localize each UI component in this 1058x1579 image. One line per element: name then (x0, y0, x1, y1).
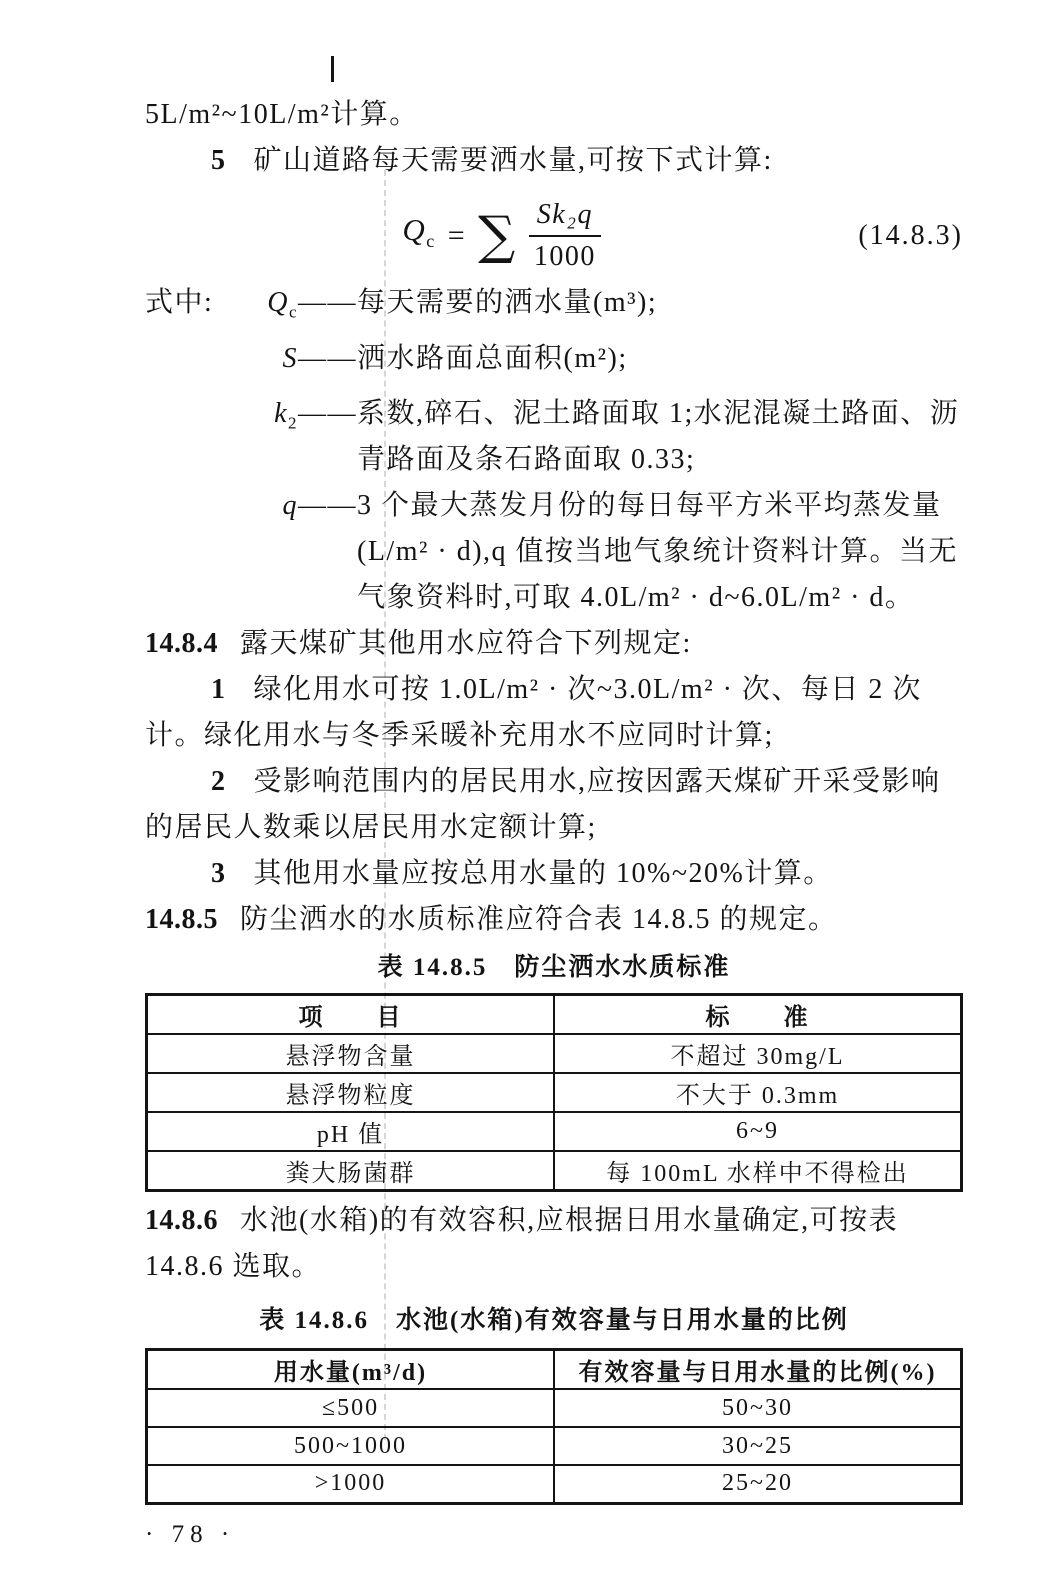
table-cell: 50~30 (554, 1389, 962, 1427)
scan-artifact-mark (331, 56, 334, 82)
table-cell: 30~25 (554, 1427, 962, 1465)
tank-capacity-ratio-table (145, 1348, 963, 1505)
table-header-cell: 用水量(m³/d) (147, 1350, 555, 1390)
section-number: 14.8.4 (145, 628, 218, 660)
table-header-row (147, 995, 962, 1035)
clause-number: 1 (211, 674, 226, 706)
table-caption-14-8-5: 表 14.8.5 防尘洒水水质标准 (377, 954, 731, 982)
table-header-cell: 有效容量与日用水量的比例(%) (554, 1350, 962, 1390)
legend-item-k2: $k_2——$ 系数,碎石、泥土路面取 1;水泥混凝土路面、沥青路面及条石路面取 0.33; (145, 391, 963, 483)
table-cell: 粪大肠菌群 (147, 1151, 555, 1191)
section-text: 防尘洒水的水质标准应符合表 14.8.5 的规定。 (240, 904, 838, 936)
page-number: · 78 · (145, 1520, 236, 1548)
table-caption-14-8-6: 表 14.8.6 水池(水箱)有效容量与日用水量的比例 (259, 1307, 849, 1335)
section-number: 14.8.5 (145, 904, 218, 936)
legend-prefix: 式中: (145, 287, 214, 318)
table-cell: 6~9 (554, 1112, 962, 1151)
formula-fraction (529, 198, 601, 273)
legend-text: 每天需要的洒水量(m³); (357, 287, 658, 318)
formula-lhs: $Q_c$ (402, 212, 436, 252)
table-cell: ≤500 (147, 1389, 555, 1427)
fraction-denominator: 1000 (533, 241, 596, 272)
table-header-cell: 项 目 (147, 995, 555, 1035)
table-cell: pH 值 (147, 1112, 555, 1151)
table-header-row (147, 1350, 962, 1390)
legend-item-q: q—— 3 个最大蒸发月份的每日每平方米平均蒸发量(L/m² · d),q 值按当地气象统计资料计算。当无气象资料时,可取 4.0L/m² · d~6.0L/m² · d。 (145, 483, 963, 621)
table-row (147, 1073, 962, 1112)
table-cell: 每 100mL 水样中不得检出 (554, 1151, 962, 1191)
clause-number: 2 (211, 766, 226, 798)
table-row (147, 1112, 962, 1151)
equals-sign: = (447, 219, 467, 252)
clause-5-number: 5 (211, 145, 226, 176)
table-cell: 不大于 0.3mm (554, 1073, 962, 1112)
table-cell: 500~1000 (147, 1427, 555, 1465)
table-row (147, 1151, 962, 1191)
section-text: 水池(水箱)的有效容积,应根据日用水量确定,可按表 14.8.6 选取。 (145, 1205, 899, 1283)
formula-reference-number: (14.8.3) (858, 220, 963, 251)
legend-item-s: S—— 洒水路面总面积(m²); (145, 336, 963, 392)
section-heading-14-8-6 (145, 1198, 963, 1290)
clause-5-text: 矿山道路每天需要洒水量,可按下式计算: (253, 145, 773, 176)
legend-item-qc: 式中: $Q_c——$ 每天需要的洒水量(m³); (145, 280, 963, 336)
sigma-symbol: ∑ (478, 206, 517, 266)
intro-continuation-line: 5L/m²~10L/m²计算。 (145, 99, 419, 130)
table-row (147, 1389, 962, 1427)
clause-number: 3 (211, 858, 226, 890)
legend-text: 3 个最大蒸发月份的每日每平方米平均蒸发量(L/m² · d),q 值按当地气象统计资料计算。当无气象资料时,可取 4.0L/m² · d~6.0L/m² · d。 (357, 490, 959, 614)
formula-expression (145, 198, 858, 273)
table-row (147, 1465, 962, 1503)
clause-2 (145, 759, 963, 851)
section-text: 露天煤矿其他用水应符合下列规定: (240, 628, 692, 660)
clause-5 (145, 138, 963, 184)
table-cell: >1000 (147, 1465, 555, 1503)
fraction-numerator: Sk₂q (529, 198, 601, 237)
table-cell: 25~20 (554, 1465, 962, 1503)
table-cell: 悬浮物粒度 (147, 1073, 555, 1112)
clause-text: 受影响范围内的居民用水,应按因露天煤矿开采受影响的居民人数乘以居民用水定额计算; (145, 766, 941, 844)
section-number: 14.8.6 (145, 1205, 218, 1237)
clause-1 (145, 667, 963, 759)
section-heading-14-8-5 (145, 897, 963, 943)
formula-14-8-3 (145, 192, 963, 280)
clause-text: 其他用水量应按总用水量的 10%~20%计算。 (253, 858, 833, 890)
legend-text: 系数,碎石、泥土路面取 1;水泥混凝土路面、沥青路面及条石路面取 0.33; (357, 398, 960, 476)
table-row (147, 1034, 962, 1073)
clause-text: 绿化用水可按 1.0L/m² · 次~3.0L/m² · 次、每日 2 次计。绿化用水与冬季采暖补充用水不应同时计算; (145, 674, 922, 752)
water-quality-standard-table (145, 993, 963, 1192)
table-cell: 悬浮物含量 (147, 1034, 555, 1073)
table-row (147, 1427, 962, 1465)
scan-crease-line (384, 170, 386, 1440)
table-header-cell: 标 准 (554, 995, 962, 1035)
section-heading-14-8-4 (145, 621, 963, 667)
legend-text: 洒水路面总面积(m²); (357, 342, 628, 374)
formula-legend (145, 280, 963, 621)
clause-3 (145, 851, 963, 897)
table-cell: 不超过 30mg/L (554, 1034, 962, 1073)
